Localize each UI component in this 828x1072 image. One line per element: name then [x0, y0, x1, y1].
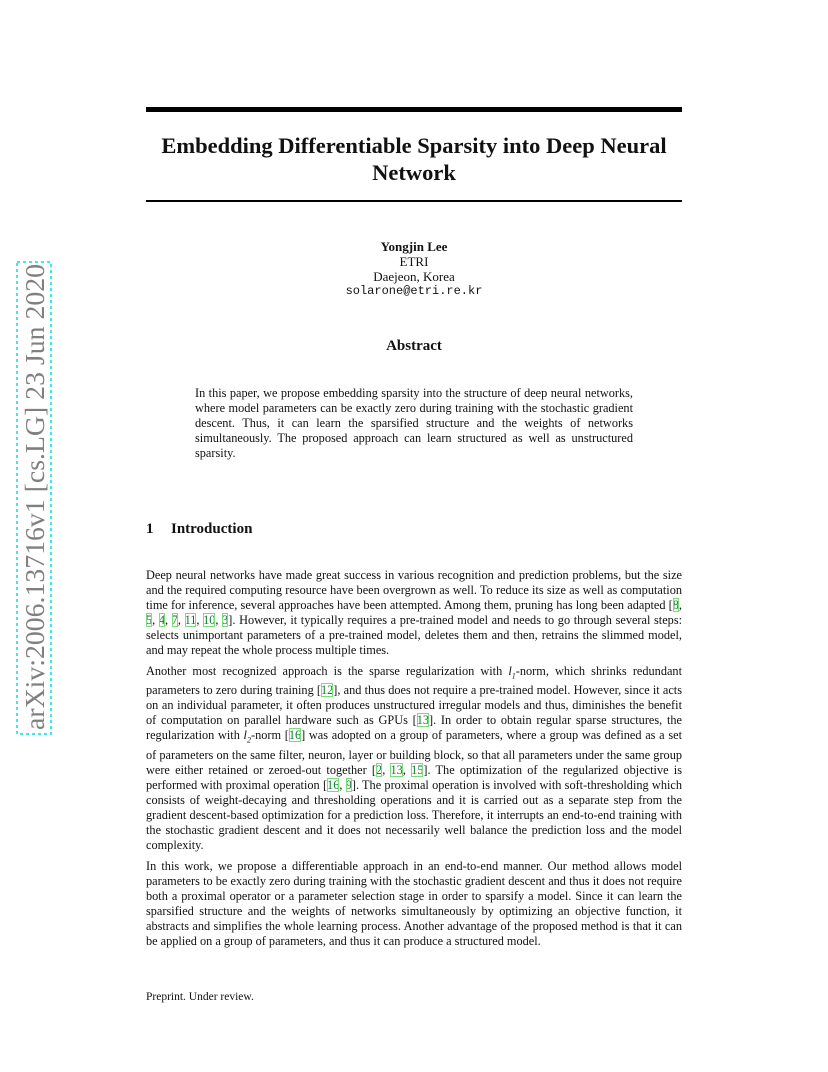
author-block [146, 239, 682, 299]
section-heading-introduction [146, 521, 252, 538]
intro-paragraph-3: In this work, we propose a differentiable approach in an end-to-end manner. Our method allows model parameters to be exactly zero during training with the stochastic gradient descent and thus it does not require both a proximal operator or a parameter selection stage in order to sparsify a model. Since it can learn the sparsified structure and the weights of networks simultaneously by optimizing an objective function, it abstracts and simplifies the whole learning process. Another advantage of the proposed method is that it can be applied on a group of parameters, and thus it can produce a structured model. [146, 858, 682, 948]
text-run: -norm, which shrinks redundant parameters to zero during training [ [146, 664, 682, 698]
citation-link[interactable]: 7 [171, 613, 178, 627]
citation-link[interactable]: 10 [203, 613, 216, 627]
paper-title [146, 132, 682, 186]
math-subscript: 1 [511, 671, 516, 681]
text-run: -norm [ [250, 728, 289, 743]
math-base: l [508, 664, 512, 678]
citation-link[interactable]: 16 [327, 777, 340, 792]
text-run: Another most recognized approach is the sparse regularization with [146, 664, 509, 678]
citation-link[interactable]: 3 [222, 613, 229, 627]
arxiv-stamp [0, 0, 60, 740]
section-number: 1 [146, 521, 154, 537]
title-top-rule [146, 107, 682, 112]
author-location: Daejeon, Korea [373, 269, 455, 284]
math-base: l [243, 728, 247, 743]
text-run: ]. However, it typically requires a pre-trained model and needs to go through several steps: selects unimportant parameters of a pre-trained model, deletes them and then, retrains the slimmed model, and may repeat the whole process multiple times. [146, 613, 683, 657]
introduction-body [146, 568, 682, 955]
citation-link[interactable]: 12 [321, 683, 334, 698]
citation-link[interactable]: 13 [390, 762, 403, 777]
preprint-footer: Preprint. Under review. [146, 991, 254, 1003]
intro-paragraph-1: Deep neural networks have made great success in various recognition and prediction problems, but the size and the required computing resource have been overgrown as well. To reduce its size as well as computation time for inference, several approaches have been attempted. Among them, pruning has long been adapted [8, 5, 4, 7, 11, 10, 3]. However, it typically requires a pre-trained model and needs to go through several steps: selects unimportant parameters of a pre-trained model, deletes them and then, retrains the slimmed model, and may repeat the whole process multiple times. [146, 568, 683, 657]
text-run: ]. The proximal operation is involved with soft-thresholding which consists of weight-decaying and thresholding operations and it is carried out as a separate step from the gradient descent-based optimization for a prediction loss. Therefore, it interrupts an end-to-end training with the stochastic gradient descent and it does not necessarily well balance the prediction loss and the model complexity. [146, 777, 682, 852]
text-run: ]. The optimization of the regularized objective is performed with proximal operation [ [146, 762, 682, 792]
author-affiliation: ETRI [399, 254, 429, 269]
l1-symbol [508, 664, 516, 681]
citation-link[interactable]: 13 [416, 713, 430, 728]
citation-link[interactable]: 8 [672, 598, 679, 612]
title-bottom-rule [146, 200, 682, 202]
l2-symbol [243, 728, 251, 745]
intro-paragraph-2: Another most recognized approach is the sparse regularization with $l_1$-norm, which shrinks redundant parameters to zero during training [12], and thus does not require a pre-trained model. However, since it acts on an individual parameter, it often produces unstructured irregular models and thus, diminishes the benefit of computation on parallel hardware such as GPUs [13]. In order to obtain regular sparse structures, the regularization with $l_2$-norm [16] was adopted on a group of parameters, where a group was defined as a set of parameters on the same filter, neuron, layer or building block, so that all parameters under the same group were either retained or zeroed-out together [2, 13, 15]. The optimization of the regularized objective is performed with proximal operation [16, 9]. The proximal operation is involved with soft-thresholding which consists of weight-decaying and thresholding operations and it is carried out as a separate step from the gradient descent-based optimization for a prediction loss. Therefore, it interrupts an end-to-end training with the stochastic gradient descent and it does not necessarily well balance the prediction loss and the model complexity. [146, 664, 682, 852]
paper-title-line-2: Network [372, 160, 456, 185]
citation-link[interactable]: 16 [288, 728, 302, 743]
citation-link[interactable]: 2 [376, 762, 383, 777]
abstract-text: In this paper, we propose embedding sparsity into the structure of deep neural networks, where model parameters can be exactly zero during training with the stochastic gradient descent. Thus, it can learn the sparsified structure and the weights of networks simultaneously. The proposed approach can learn structured as well as unstructured sparsity. [195, 386, 633, 460]
citation-link[interactable]: 11 [184, 613, 197, 627]
math-subscript: 2 [246, 735, 251, 745]
citation-link[interactable]: 9 [345, 777, 352, 792]
citation-link[interactable]: 4 [158, 613, 166, 627]
arxiv-stamp-text: arXiv:2006.13716v1 [cs.LG] 23 Jun 2020 [20, 277, 50, 730]
author-name: Yongjin Lee [380, 239, 448, 254]
text-run: ], and thus does not require a pre-trained model. However, since it acts on an individual parameter, it often produces unstructured irregular models and thus, diminishes the benefit of computation on parallel hardware such as GPUs [ [146, 683, 682, 728]
author-email: solarone@etri.re.kr [345, 284, 483, 298]
citation-link[interactable]: 5 [146, 613, 153, 627]
citation-link[interactable]: 15 [411, 762, 424, 777]
abstract-heading: Abstract [386, 338, 442, 354]
text-run: Deep neural networks have made great success in various recognition and prediction problems, but the size and the required computing resource have been overgrown as well. To reduce its size as well as computation time for inference, several approaches have been attempted. Among them, pruning has long been adapted [ [146, 568, 682, 612]
paper-title-line-1: Embedding Differentiable Sparsity into Deep Neural [161, 133, 667, 158]
text-run: ]. In order to obtain regular sparse structures, the regularization with [146, 713, 682, 743]
section-title: Introduction [171, 521, 253, 537]
text-run: ] was adopted on a group of parameters, where a group was defined as a set of parameters on the same filter, neuron, layer or building block, so that all parameters under the same group were either retained or zeroed-out together [ [146, 728, 682, 777]
